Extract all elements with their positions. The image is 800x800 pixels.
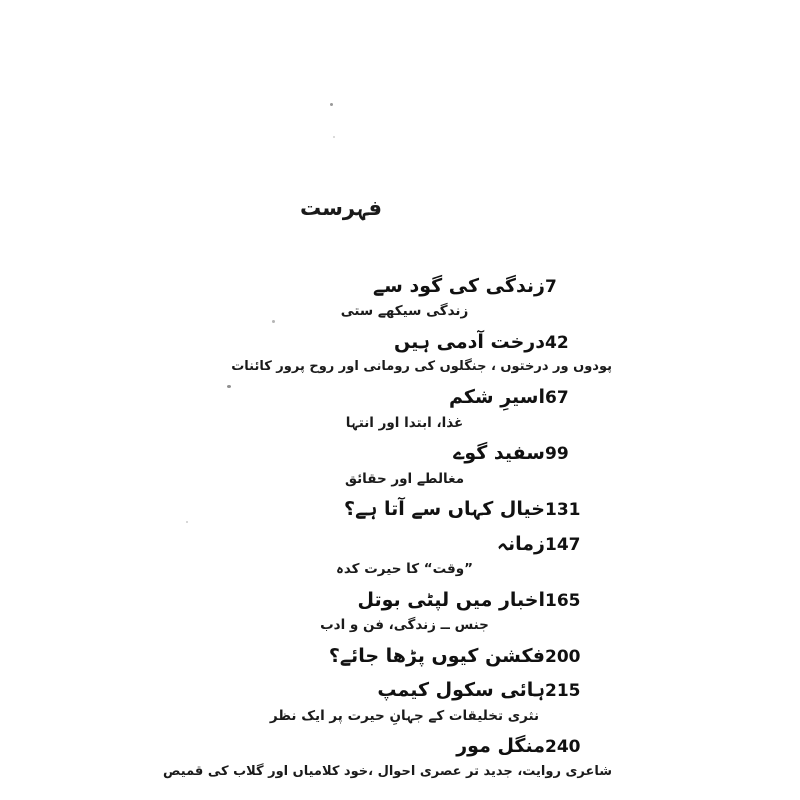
toc-entry-subtitle: ”وقت“ کا حیرت کدہ [335, 561, 474, 578]
toc-entry-subtitle [197, 671, 612, 674]
toc-entry-title[interactable]: خیال کہاں سے آتا ہے؟ [344, 498, 545, 521]
list-item[interactable] [130, 676, 670, 730]
toc-entry-title[interactable]: ہائی سکول کیمپ [377, 679, 545, 702]
toc-entry-title[interactable]: اخبار میں لپٹی بوتل [357, 588, 545, 611]
toc-entry-page-number: 67 [545, 388, 569, 409]
toc-entry-subtitle: پودوں ور درختوں ، جنگلوں کی رومانی اور روح پرور کائنات [231, 359, 612, 375]
toc-entry-page-number: 99 [545, 444, 569, 465]
toc-entry-page-number: 147 [545, 534, 581, 555]
toc-entry-title[interactable]: فکشن کیوں پڑھا جائے؟ [328, 644, 545, 667]
toc-entry-row[interactable] [130, 586, 670, 615]
toc-entry-title[interactable]: درخت آدمی ہیں [394, 331, 545, 354]
toc-entry-row[interactable] [130, 642, 670, 671]
toc-entry-title[interactable]: منگل مور [456, 735, 545, 758]
toc-entry-title[interactable]: زمانہ [496, 532, 545, 555]
toc-entry-row[interactable] [130, 439, 670, 468]
toc-entry-subtitle: غذا، ابتدا اور انتہا [345, 414, 464, 431]
toc-entry-subtitle: مغالطے اور حقائق [344, 470, 465, 487]
toc-entry-row[interactable] [130, 272, 670, 301]
toc-entry-page-number: 42 [545, 333, 569, 354]
list-item[interactable] [130, 586, 670, 640]
toc-entry-page-number: 165 [545, 590, 581, 611]
toc-entry-page-number: 215 [545, 681, 581, 702]
toc-entry-subtitle: شاعری روایت، جدید تر عصری احوال ،خود کلامیاں اور گلاب کی قمیص [163, 763, 612, 779]
toc-entry-title[interactable]: اسیرِ شکم [448, 386, 545, 409]
list-item[interactable] [130, 495, 670, 527]
toc-entry-page-number: 131 [545, 500, 581, 521]
toc-entry-row[interactable] [130, 328, 670, 357]
list-item[interactable] [130, 732, 670, 785]
toc-entry-row[interactable] [130, 383, 670, 412]
list-item[interactable] [130, 642, 670, 674]
toc-entry-row[interactable] [130, 676, 670, 705]
page-title: فہرست [299, 196, 382, 220]
toc-entry-page-number: 7 [545, 277, 557, 297]
toc-entry-subtitle [197, 525, 612, 528]
toc-entry-title[interactable]: زندگی کی گود سے [373, 275, 545, 297]
toc-entry-row[interactable] [130, 495, 670, 524]
toc-entry-subtitle: زندگی سیکھے ستی [340, 303, 469, 320]
toc-entry-list [130, 272, 670, 788]
toc-entry-subtitle: جنس ــ زندگی، فن و ادب [320, 617, 489, 634]
toc-entry-title[interactable]: سفید گوے [453, 442, 545, 465]
list-item[interactable] [130, 328, 670, 381]
list-item[interactable] [130, 272, 670, 326]
toc-entry-subtitle: نثری تخلیقات کے جہانِ حیرت پر ایک نظر [269, 707, 540, 724]
toc-entry-row[interactable] [130, 732, 670, 761]
toc-entry-row[interactable] [130, 530, 670, 559]
toc-entry-page-number: 240 [545, 737, 581, 758]
list-item[interactable] [130, 530, 670, 584]
list-item[interactable] [130, 383, 670, 437]
toc-entry-page-number: 200 [545, 646, 581, 667]
list-item[interactable] [130, 439, 670, 493]
